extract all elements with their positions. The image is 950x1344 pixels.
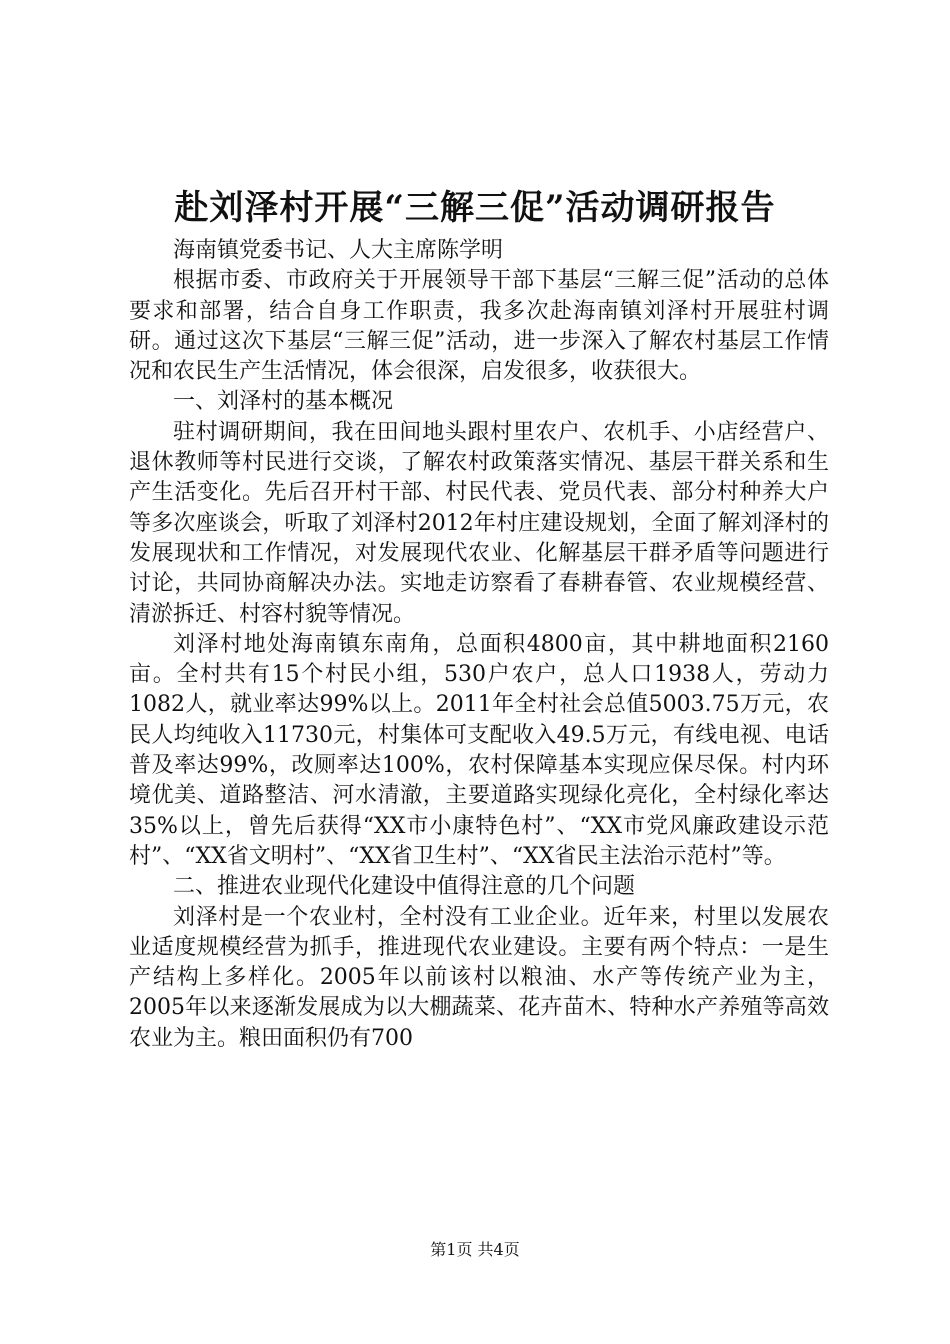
document-body [129, 236, 829, 1054]
intro-paragraph: 根据市委、市政府关于开展领导干部下基层“三解三促”活动的总体要求和部署，结合自身工作职责，我多次赴海南镇刘泽村开展驻村调研。通过这次下基层“三解三促”活动，进一步深入了解农村基层工作情况和农民生产生活情况，体会很深，启发很多，收获很大。 [129, 268, 829, 385]
body-paragraph: 刘泽村是一个农业村，全村没有工业企业。近年来，村里以发展农业适度规模经营为抓手，推进现代农业建设。主要有两个特点：一是生产结构上多样化。2005年以前该村以粮油、水产等传统产业为主，2005年以来逐渐发展成为以大棚蔬菜、花卉苗木、特种水产养殖等高效农业为主。粮田面积仍有700 [129, 904, 829, 1051]
page-footer: 第1页 共4页 [430, 1240, 520, 1259]
section-heading-1: 一、刘泽村的基本概况 [173, 389, 394, 415]
document-title: 赴刘泽村开展“三解三促”活动调研报告 [174, 188, 776, 228]
body-paragraph: 驻村调研期间，我在田间地头跟村里农户、农机手、小店经营户、退休教师等村民进行交谈，了解农村政策落实情况、基层干群关系和生产生活变化。先后召开村干部、村民代表、党员代表、部分村种养大户等多次座谈会，听取了刘泽村2012年村庄建设规划，全面了解刘泽村的发展现状和工作情况，对发展现代农业、化解基层干群矛盾等问题进行讨论，共同协商解决办法。实地走访察看了春耕春管、农业规模经营、清淤拆迁、村容村貌等情况。 [129, 419, 829, 627]
author-line: 海南镇党委书记、人大主席陈学明 [173, 238, 504, 263]
body-paragraph: 刘泽村地处海南镇东南角，总面积4800亩，其中耕地面积2160亩。全村共有15个村民小组，530户农户，总人口1938人，劳动力1082人，就业率达99%以上。2011年全村社会总值5003.75万元，农民人均纯收入11730元，村集体可支配收入49.5万元，有线电视、电话普及率达99%，改厕率达100%，农村保障基本实现应保尽保。村内环境优美、道路整洁、河水清澈，主要道路实现绿化亮化，全村绿化率达35%以上，曾先后获得“XX市小康特色村”、“XX市党风廉政建设示范村”、“XX省文明村”、“XX省卫生村”、“XX省民主法治示范村”等。 [129, 631, 829, 869]
section-heading-2: 二、推进农业现代化建设中值得注意的几个问题 [173, 874, 636, 900]
